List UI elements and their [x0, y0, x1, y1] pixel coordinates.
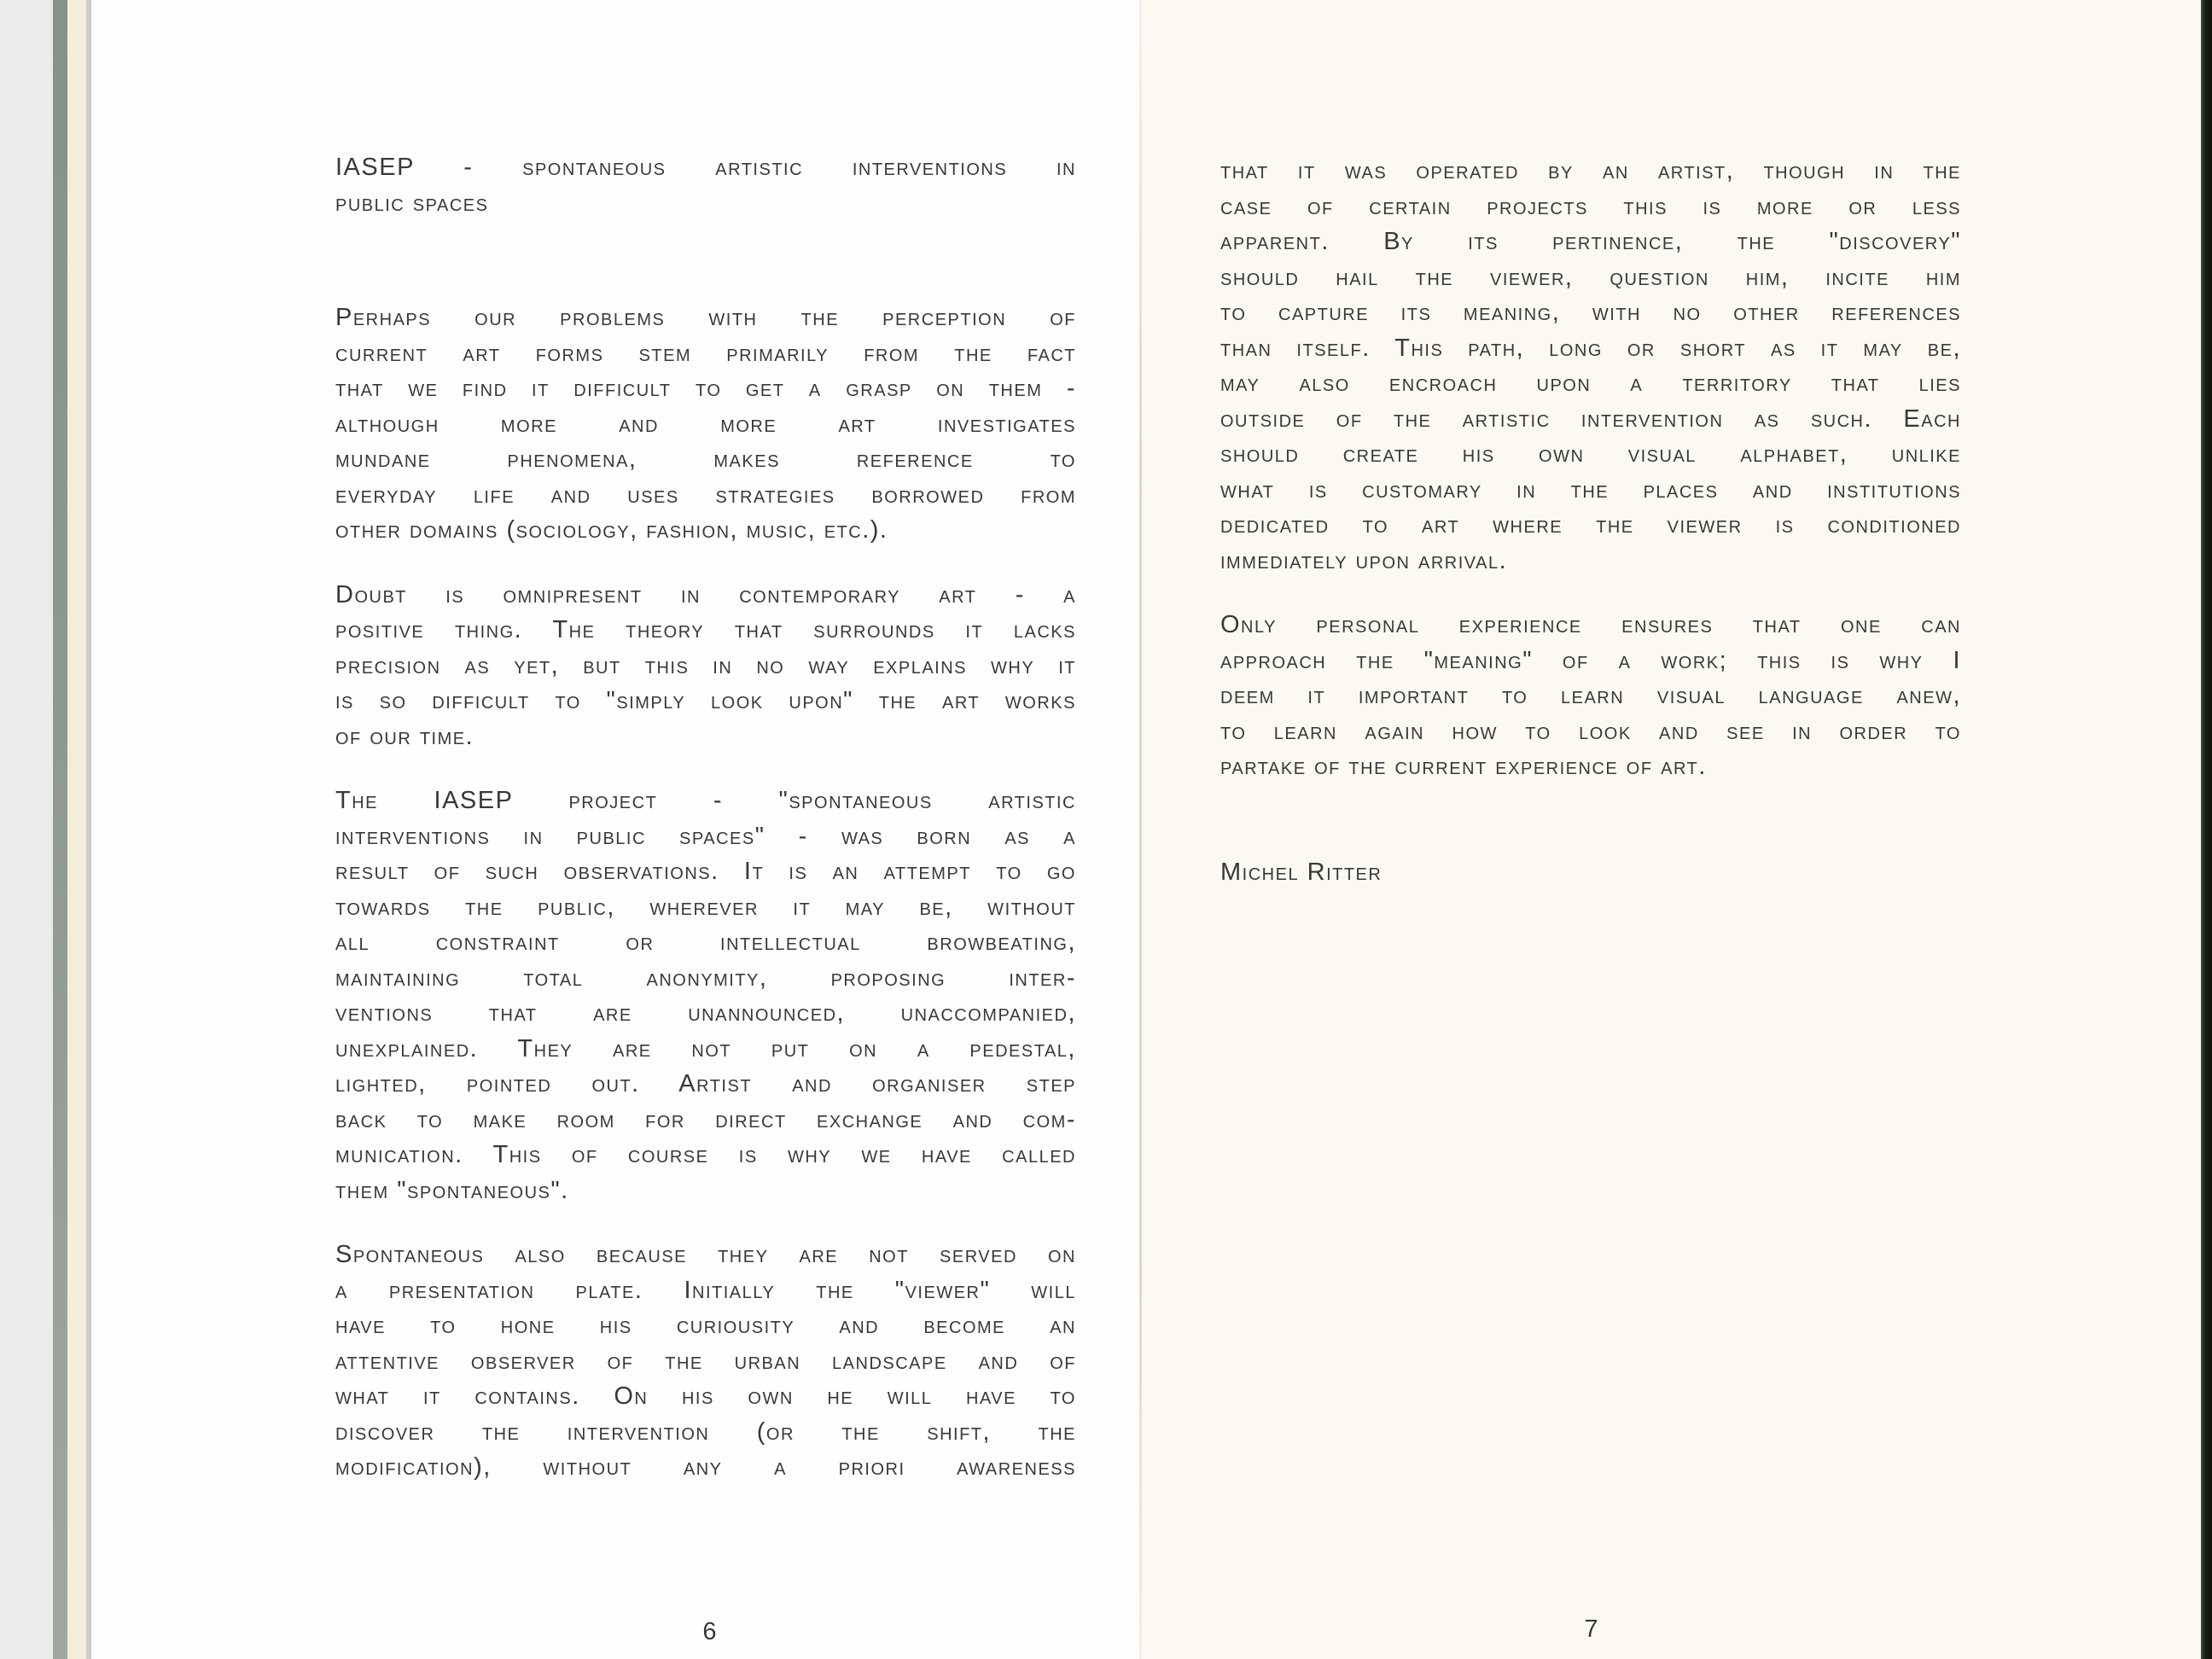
- text-line: munication. This of course is why we have called: [335, 1141, 1076, 1168]
- text-line: of our time.: [335, 722, 474, 750]
- text-line: outside of the artistic intervention as such. Each: [1220, 405, 1961, 433]
- text-line: may also encroach upon a territory that lies: [1220, 370, 1961, 397]
- text-line: approach the "meaning" of a work; this is why I: [1220, 646, 1961, 674]
- text-line: that it was operated by an artist, though in the: [1220, 157, 1961, 184]
- page-edge-cream-strip: [67, 0, 86, 1659]
- text-line: that we find it difficult to get a grasp on them -: [335, 375, 1076, 402]
- text-line: deem it important to learn visual language anew,: [1220, 682, 1961, 709]
- text-line: although more and more art investigates: [335, 410, 1076, 438]
- book-spine-shadow: [53, 0, 67, 1659]
- right-page-text-column: [1220, 154, 1961, 890]
- text-line: The IASEP project - "spontaneous artistic: [335, 787, 1076, 814]
- paragraph: [1220, 154, 1961, 579]
- page-number-left: 6: [702, 1618, 718, 1645]
- text-line: modification), without any a priori awareness: [335, 1453, 1076, 1481]
- text-line: attentive observer of the urban landscape and of: [335, 1347, 1076, 1375]
- page-number-right: 7: [1584, 1615, 1599, 1643]
- text-line: dedicated to art where the viewer is conditioned: [1220, 511, 1961, 538]
- text-line: have to hone his curiousity and become an: [335, 1312, 1076, 1339]
- text-line: a presentation plate. Initially the "viewer" will: [335, 1276, 1076, 1304]
- text-line: what it contains. On his own he will have to: [335, 1382, 1076, 1410]
- text-line: back to make room for direct exchange and com-: [335, 1105, 1076, 1133]
- text-line: unexplained. They are not put on a pedestal,: [335, 1034, 1076, 1062]
- text-line: lighted, pointed out. Artist and organiser step: [335, 1070, 1076, 1097]
- text-line: result of such observations. It is an attempt to go: [335, 858, 1076, 885]
- text-line: should create his own visual alphabet, unlike: [1220, 440, 1961, 468]
- text-line: ventions that are unannounced, unaccompanied,: [335, 999, 1076, 1027]
- book-outer-edge: [0, 0, 53, 1659]
- text-line: to learn again how to look and see in order to: [1220, 717, 1961, 745]
- text-line: case of certain projects this is more or less: [1220, 192, 1961, 220]
- text-line: Spontaneous also because they are not served on: [335, 1241, 1076, 1268]
- text-line: apparent. By its pertinence, the "discovery": [1220, 228, 1961, 255]
- text-line: other domains (sociology, fashion, music, etc.).: [335, 516, 888, 544]
- text-line: all constraint or intellectual browbeating,: [335, 928, 1076, 956]
- paragraph: [335, 783, 1076, 1208]
- text-line: to capture its meaning, with no other references: [1220, 299, 1961, 326]
- text-line: precision as yet, but this in no way explains why it: [335, 651, 1076, 679]
- text-line: them "spontaneous".: [335, 1176, 569, 1204]
- paragraph: [335, 578, 1076, 755]
- text-line: Perhaps our problems with the perception of: [335, 304, 1076, 331]
- paragraph: [1220, 608, 1961, 785]
- text-line: interventions in public spaces" - was born as a: [335, 822, 1076, 850]
- text-line: what is customary in the places and institutions: [1220, 475, 1961, 504]
- text-line: Only personal experience ensures that one can: [1220, 611, 1961, 638]
- text-line: is so difficult to "simply look upon" the art works: [335, 687, 1076, 714]
- text-line: Doubt is omnipresent in contemporary art - a: [335, 580, 1076, 608]
- text-line: partake of the current experience of art.: [1220, 753, 1707, 780]
- paragraph: [335, 300, 1076, 549]
- paragraph: [335, 1237, 1076, 1486]
- page-heading: [335, 150, 1076, 221]
- text-line: towards the public, wherever it may be, without: [335, 893, 1076, 921]
- text-line: discover the intervention (or the shift, the: [335, 1417, 1076, 1446]
- left-page-text-column: [335, 150, 1076, 1515]
- text-line: positive thing. The theory that surrounds it lacks: [335, 616, 1076, 643]
- text-line: mundane phenomena, makes reference to: [335, 445, 1076, 473]
- text-line: immediately upon arrival.: [1220, 546, 1508, 574]
- text-line: should hail the viewer, question him, incite him: [1220, 263, 1961, 291]
- text-line: IASEP - spontaneous artistic interventions in: [335, 154, 1076, 181]
- scan-dark-edge: [2201, 0, 2212, 1659]
- text-line: current art forms stem primarily from the fact: [335, 339, 1076, 367]
- text-line: maintaining total anonymity, proposing inter-: [335, 963, 1076, 992]
- text-line: than itself. This path, long or short as it may be,: [1220, 334, 1961, 362]
- text-line: everyday life and uses strategies borrowed from: [335, 480, 1076, 509]
- text-line: public spaces: [335, 189, 489, 217]
- author-signature: Michel Ritter: [1220, 858, 1382, 886]
